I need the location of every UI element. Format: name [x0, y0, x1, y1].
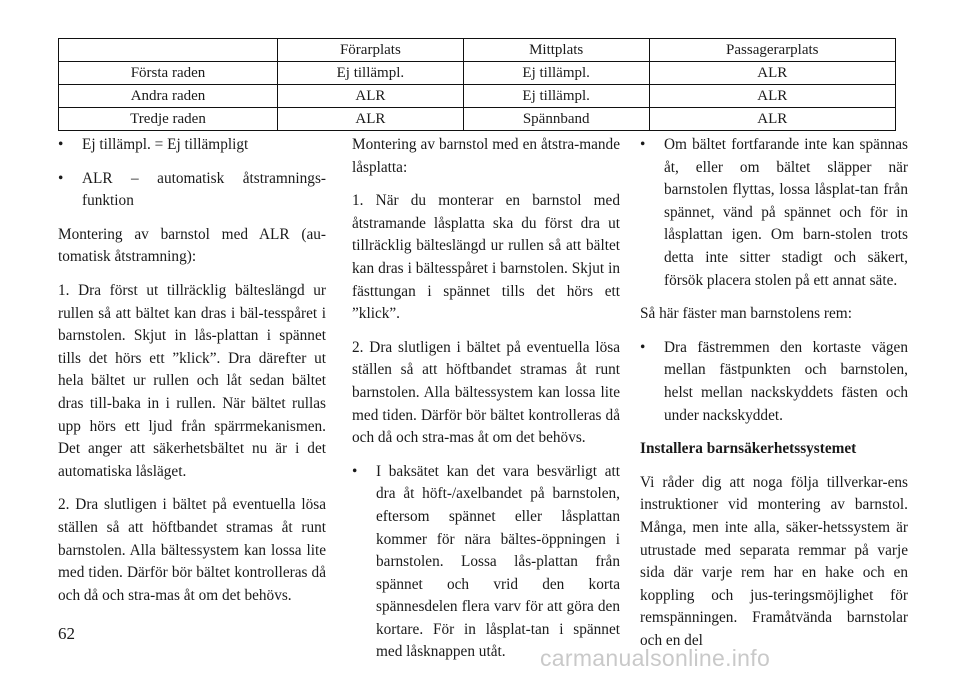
bullet-text: Om bältet fortfarande inte kan spännas åt, eller om bältet släpper när barnstolen flyttas, lossa låsplat-tan från spännet, vänd på spännet och för in låsplattan igen. Om barn-stolen trots detta inte sitter stadigt och säkert, försök placera stolen på ett annat säte. [664, 136, 908, 289]
bullet-text: ALR – automatisk åtstramnings-funktion [82, 169, 326, 210]
bullet-item [352, 461, 620, 664]
row-label: Första raden [59, 62, 278, 85]
table-header-empty [59, 39, 278, 62]
table-header-passenger: Passagerarplats [649, 39, 895, 62]
table-cell: Ej tillämpl. [463, 85, 649, 108]
paragraph: Så här fäster man barnstolens rem: [640, 305, 852, 323]
table-cell: ALR [649, 108, 895, 131]
table-header-row [59, 39, 896, 62]
paragraph: 2. Dra slutligen i bältet på eventuella lösa ställen så att höftbandet stramas åt runt barnstolen. Alla bältessystem kan lossa lite med tiden. Därför bör bältet kontrolleras då och då och stra-mas åt om det behövs. [58, 496, 326, 604]
text-column-middle [352, 134, 620, 675]
paragraph: 1. Dra först ut tillräcklig bälteslängd ur rullen så att bältet kan dras i bäl-tesspåret i barnstolen. Skjut in lås-plattan i spännet tills det hörs ett ”klick”. Dra därefter ut hela bältet ur rullen och låt sedan bältet dras till-baka in i rullen. När bältet rullas upp hörs ett ljud från spärrmekanismen. Det anger att säkerhetsbältet nu är i det automatiska låsläget. [58, 281, 326, 480]
bullet-icon: • [58, 169, 64, 187]
text-column-left [58, 134, 326, 618]
bullet-text: Ej tillämpl. = Ej tillämpligt [82, 136, 249, 153]
table-header-driver: Förarplats [278, 39, 464, 62]
paragraph: 1. När du monterar en barnstol med åtstramande låsplatta ska du först dra ut tillräcklig bälteslängd ur rullen så att bältet kan dras i bältesspåret i barnstolen. Skjut in fästtungan i spännet tills det hörs ett ”klick”. [352, 192, 620, 323]
paragraph: 2. Dra slutligen i bältet på eventuella lösa ställen så att höftbandet stramas åt runt barnstolen. Alla bältessystem kan lossa lite med tiden. Därför bör bältet kontrolleras då och då och stra-mas åt om det behövs. [352, 338, 620, 447]
table-cell: ALR [649, 62, 895, 85]
table-cell: Ej tillämpl. [278, 62, 464, 85]
paragraph: Montering av barnstol med ALR (au-tomatisk åtstramning): [58, 225, 326, 266]
bullet-item [640, 134, 908, 292]
table-cell: Spännband [463, 108, 649, 131]
table-row [59, 62, 896, 85]
table-cell: Ej tillämpl. [463, 62, 649, 85]
table-header-center: Mittplats [463, 39, 649, 62]
table-cell: ALR [278, 85, 464, 108]
row-label: Andra raden [59, 85, 278, 108]
table-row [59, 85, 896, 108]
bullet-item [58, 168, 326, 213]
table-cell: ALR [649, 85, 895, 108]
row-label: Tredje raden [59, 108, 278, 131]
table-row [59, 108, 896, 131]
paragraph: Vi råder dig att noga följa tillverkar-ens instruktioner vid montering av barnstol. Många, men inte alla, säker-hetssystem är utrustade med separata remmar på varje sida där varje rem har en hake och en koppling och jus-teringsmöjlighet för remspänningen. Framåtvända barnstolar och en del [640, 473, 908, 649]
text-column-right [640, 134, 908, 663]
bullet-icon: • [640, 136, 646, 153]
bullet-icon: • [58, 136, 64, 153]
page-number: 62 [58, 624, 75, 643]
bullet-text: Dra fästremmen den kortaste vägen mellan fästpunkten och barnstolen, helst mellan nackskyddets fästen och under nackskyddet. [664, 338, 908, 424]
paragraph: Montering av barnstol med en åtstra-mande låsplatta: [352, 136, 620, 176]
table-cell: ALR [278, 108, 464, 131]
watermark: carmanualsonline.info [540, 645, 771, 671]
bullet-icon: • [640, 338, 646, 356]
bullet-item [640, 337, 908, 427]
bullet-item [58, 134, 326, 157]
seating-position-table [58, 38, 896, 131]
section-heading: Installera barnsäkerhetssystemet [640, 440, 857, 458]
bullet-icon: • [352, 462, 358, 480]
bullet-text: I baksätet kan det vara besvärligt att dra åt höft-/axelbandet på barnstolen, eftersom spännet eller låsplattan kommer för nära bältes-öppningen i barnstolen. Lossa lås-plattan från spännet och vrid den korta spännesdelen flera varv för att göra den kortare. För in låsplat-tan i spännet med låsknappen utåt. [376, 462, 620, 661]
